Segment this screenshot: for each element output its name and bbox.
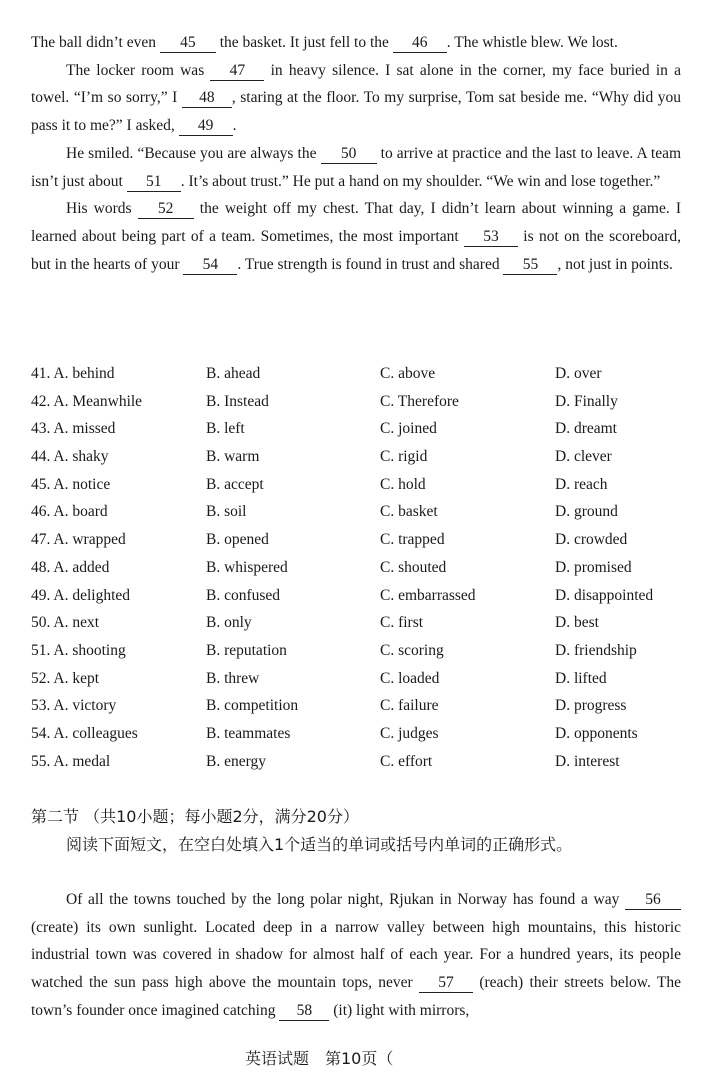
- option-b: B. threw: [206, 669, 260, 687]
- option-a: 54. A. colleagues: [31, 724, 138, 742]
- option-d: D. Finally: [555, 392, 618, 410]
- option-d: D. progress: [555, 697, 627, 715]
- option-d: D. friendship: [555, 641, 637, 659]
- paragraph-5: [31, 886, 681, 1025]
- text: .: [232, 117, 237, 135]
- option-b: B. opened: [206, 531, 269, 549]
- text: the weight off my chest. That day, I didn’t learn about winning a game. I learned about being part of a team. Sometimes, the most important: [31, 200, 681, 245]
- option-row-47: [31, 528, 691, 556]
- option-d: D. best: [555, 614, 599, 632]
- text: The locker room was: [66, 61, 211, 79]
- text: , not just in points.: [557, 255, 673, 273]
- option-c: C. joined: [380, 420, 437, 438]
- text: (create) its own sunlight. Located deep in a narrow valley between high mountains, this historic industrial town was covered in shadow for almost half of each year. For a hundred years, its people watched the sun pass high above the mountain tops, never: [31, 918, 681, 992]
- option-b: B. Instead: [206, 392, 269, 410]
- option-c: C. embarrassed: [380, 586, 476, 604]
- option-a: 46. A. board: [31, 503, 108, 521]
- text: . It’s about trust.” He put a hand on my shoulder. “We win and lose together.”: [180, 172, 661, 190]
- blank-46: 46: [393, 34, 447, 53]
- text: His words: [66, 200, 138, 218]
- option-row-53: [31, 694, 691, 722]
- option-a: 55. A. medal: [31, 752, 111, 770]
- paragraph-1: [31, 29, 681, 57]
- option-b: B. warm: [206, 448, 260, 466]
- option-b: B. accept: [206, 475, 264, 493]
- option-row-41: [31, 362, 691, 390]
- text: . The whistle blew. We lost.: [446, 34, 618, 51]
- option-d: D. clever: [555, 448, 612, 466]
- option-d: D. over: [555, 365, 602, 382]
- option-d: D. interest: [555, 752, 620, 770]
- text: Of all the towns touched by the long polar night, Rjukan in Norway has found a way: [66, 891, 625, 908]
- option-a: 47. A. wrapped: [31, 531, 126, 549]
- paragraph-2: [31, 57, 681, 140]
- option-a: 44. A. shaky: [31, 448, 109, 466]
- blank-53: 53: [464, 228, 518, 247]
- option-a: 42. A. Meanwhile: [31, 392, 143, 410]
- option-c: C. hold: [380, 475, 426, 493]
- option-a: 41. A. behind: [31, 365, 115, 382]
- text: . True strength is found in trust and shared: [237, 255, 504, 273]
- option-row-52: [31, 667, 691, 695]
- option-row-45: [31, 473, 691, 501]
- option-row-49: [31, 584, 691, 612]
- blank-45: 45: [160, 34, 216, 53]
- option-a: 53. A. victory: [31, 697, 117, 715]
- option-c: C. shouted: [380, 558, 447, 576]
- option-c: C. first: [380, 614, 424, 632]
- option-b: B. ahead: [206, 365, 261, 382]
- option-c: C. trapped: [380, 531, 445, 549]
- option-row-43: [31, 417, 691, 445]
- option-c: C. above: [380, 365, 436, 382]
- option-row-50: [31, 611, 691, 639]
- option-row-55: [31, 750, 691, 778]
- blank-47: 47: [210, 62, 264, 81]
- blank-56: 56: [625, 891, 681, 910]
- option-b: B. confused: [206, 586, 281, 604]
- option-d: D. dreamt: [555, 420, 617, 438]
- option-c: C. judges: [380, 724, 439, 742]
- option-b: B. reputation: [206, 641, 287, 659]
- option-a: 49. A. delighted: [31, 586, 131, 604]
- option-d: D. promised: [555, 558, 632, 576]
- option-c: C. scoring: [380, 641, 444, 659]
- option-row-46: [31, 500, 691, 528]
- option-c: C. loaded: [380, 669, 440, 687]
- text: (reach) their streets below. The town’s founder once imagined catching: [31, 974, 681, 1019]
- option-d: D. opponents: [555, 724, 638, 742]
- option-b: B. soil: [206, 503, 247, 521]
- text: The ball didn’t even: [31, 34, 160, 51]
- blank-54: 54: [183, 256, 237, 275]
- option-row-51: [31, 639, 691, 667]
- blank-58: 58: [279, 1002, 329, 1021]
- option-a: 45. A. notice: [31, 475, 111, 493]
- options-table: [31, 362, 691, 777]
- section-title: 第二节 （共10小题；每小题2分，满分20分）: [31, 807, 359, 826]
- blank-50: 50: [321, 145, 377, 164]
- option-d: D. disappointed: [555, 586, 654, 604]
- option-row-42: [31, 390, 691, 418]
- cloze-passage: [31, 29, 681, 278]
- option-row-54: [31, 722, 691, 750]
- option-b: B. whispered: [206, 558, 288, 576]
- option-c: C. failure: [380, 697, 439, 715]
- option-c: C. Therefore: [380, 392, 459, 410]
- page-footer: 英语试题 第10页（: [245, 1049, 394, 1068]
- grammar-passage: [31, 886, 681, 1025]
- option-a: 50. A. next: [31, 614, 100, 632]
- text: , staring at the floor. To my surprise, Tom sat beside me. “Why did you pass it to me?” I asked,: [31, 89, 681, 135]
- option-d: D. lifted: [555, 669, 607, 687]
- blank-55: 55: [503, 256, 557, 275]
- option-b: B. teammates: [206, 724, 291, 742]
- blank-48: 48: [182, 89, 232, 108]
- text: is not on the scoreboard, but in the hearts of your: [31, 227, 682, 273]
- text: in heavy silence. I sat alone in the corner, my face buried in a towel. “I’m so sorry,” I: [31, 61, 681, 107]
- blank-51: 51: [127, 173, 181, 192]
- option-d: D. crowded: [555, 531, 628, 549]
- option-a: 52. A. kept: [31, 669, 100, 687]
- text: to arrive at practice and the last to leave. A team isn’t just about: [31, 144, 682, 190]
- option-d: D. reach: [555, 475, 608, 493]
- paragraph-3: [31, 140, 681, 195]
- option-b: B. energy: [206, 752, 266, 770]
- option-b: B. left: [206, 420, 245, 438]
- option-a: 43. A. missed: [31, 420, 116, 438]
- option-b: B. only: [206, 614, 252, 632]
- option-c: C. rigid: [380, 448, 428, 466]
- option-c: C. effort: [380, 752, 433, 770]
- text: the basket. It just fell to the: [215, 34, 393, 51]
- section-instruction: 阅读下面短文，在空白处填入1个适当的单词或括号内单词的正确形式。: [66, 835, 573, 854]
- option-b: B. competition: [206, 697, 299, 715]
- option-c: C. basket: [380, 503, 438, 521]
- blank-49: 49: [179, 117, 233, 136]
- paragraph-4: [31, 195, 681, 278]
- blank-57: 57: [419, 974, 473, 993]
- option-row-44: [31, 445, 691, 473]
- text: (it) light with mirrors,: [329, 1001, 470, 1019]
- option-a: 48. A. added: [31, 558, 110, 576]
- blank-52: 52: [138, 200, 194, 219]
- option-d: D. ground: [555, 503, 618, 521]
- option-a: 51. A. shooting: [31, 641, 126, 659]
- option-row-48: [31, 556, 691, 584]
- text: He smiled. “Because you are always the: [66, 144, 321, 162]
